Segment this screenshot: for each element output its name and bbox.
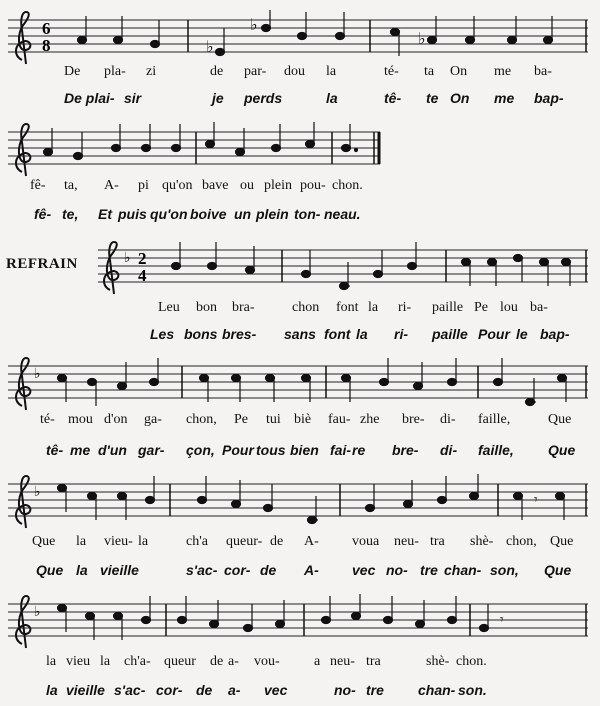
lyrics-occitan-5: Que la vieu- la ch'a queur- de A- voua neu- tra shè- chon, Que	[32, 534, 574, 549]
svg-text:𝄾: 𝄾	[500, 613, 504, 628]
lyrics-occitan-2: fê- ta, A- pi qu'on bave ou plein pou- chon.	[30, 178, 363, 193]
lyrics-french-4: tê- me d'un gar- çon, Pour tous bien fai- re bre- di- faille, Que	[46, 442, 576, 458]
lyrics-occitan-4: té- mou d'on ga- chon, Pe tui biè fau- zhe bre- di- faille, Que	[40, 412, 572, 427]
staff-5	[0, 474, 600, 534]
staff-6	[0, 594, 600, 654]
svg-text:6: 6	[42, 19, 51, 38]
svg-text:2: 2	[138, 249, 147, 268]
lyrics-occitan-1: De pla- zi de par- dou la té- ta On me ba-	[64, 64, 552, 79]
staff-1	[0, 10, 600, 70]
lyrics-french-2: fê- te, Et puis qu'on boive un plein ton- neau.	[34, 206, 361, 222]
svg-text:𝄾: 𝄾	[534, 493, 538, 508]
lyrics-french-1: De plai- sir je perds la tê- te On me bap-	[64, 90, 564, 106]
staff-4	[0, 356, 600, 416]
lyrics-french-6: la vieille s'ac- cor- de a- vec no- tre chan- son.	[46, 682, 487, 698]
svg-text:♭: ♭	[250, 17, 258, 34]
refrain-label: REFRAIN	[6, 256, 78, 272]
svg-text:♭: ♭	[34, 485, 41, 500]
svg-text:♭: ♭	[418, 31, 426, 48]
svg-text:♭: ♭	[206, 39, 214, 56]
staff-3	[0, 240, 600, 300]
svg-text:8: 8	[42, 36, 51, 55]
svg-text:4: 4	[138, 266, 147, 285]
svg-text:♭: ♭	[124, 251, 131, 266]
lyrics-french-5: Que la vieille s'ac- cor- de A- vec no- tre chan- son, Que	[36, 562, 572, 578]
staff-2	[0, 122, 600, 182]
lyrics-occitan-6: la vieu la ch'a- queur de a- vou- a neu- tra shè- chon.	[46, 654, 487, 669]
svg-text:♭: ♭	[34, 605, 41, 620]
svg-text:♭: ♭	[34, 367, 41, 382]
lyrics-french-3: Les bons bres- sans font la ri- paille Pour le bap-	[150, 326, 570, 342]
lyrics-occitan-3: Leu bon bra- chon font la ri- paille Pe lou ba-	[158, 300, 548, 315]
